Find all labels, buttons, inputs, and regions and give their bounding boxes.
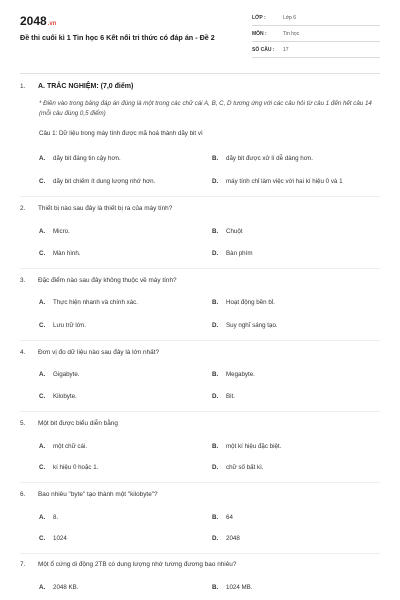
logo-suffix: .vn [47,21,57,27]
option-letter: A. [39,155,46,162]
header [0,0,400,64]
question-number: 2. [20,205,26,212]
option-b[interactable] [212,371,255,378]
header-divider [20,73,380,74]
question-number: 6. [20,491,26,498]
meta-question-count [252,45,380,58]
option-text: 64 [226,514,233,521]
option-b[interactable] [212,299,275,306]
option-letter: C. [39,322,46,329]
logo-text: 2048 [20,14,47,28]
option-letter: D. [212,393,219,400]
option-letter: D. [212,464,219,471]
option-text: máy tính chỉ làm việc với hai kí hiệu 0 và 1 [226,178,343,185]
exam-title: Đề thi cuối kì 1 Tin học 6 Kết nối tri thức có đáp án - Đề 2 [20,33,215,42]
option-text: kí hiệu 0 hoặc 1. [53,464,99,471]
option-c[interactable] [39,464,98,471]
option-text: Kilobyte. [53,393,77,400]
option-text: 2048 [226,535,240,542]
option-text: dãy bit được xử lí dễ dàng hơn. [226,155,313,162]
option-letter: C. [39,178,46,185]
option-letter: C. [39,464,46,471]
option-d[interactable] [212,250,252,257]
option-text: 2048 KB. [53,584,79,591]
option-letter: C. [39,250,46,257]
meta-label: LỚP : [252,15,266,21]
option-a[interactable] [39,584,78,591]
option-text: Megabyte. [226,371,255,378]
option-b[interactable] [212,584,252,591]
option-text: 8. [53,514,59,521]
option-letter: C. [39,393,46,400]
option-a[interactable] [39,299,138,306]
option-text: Chuột [226,228,243,235]
option-letter: D. [212,322,219,329]
question-number: 3. [20,277,26,284]
question-text: Một bit được biểu diễn bằng [38,420,118,427]
option-letter: B. [212,155,219,162]
question-separator [20,482,380,483]
option-a[interactable] [39,155,121,162]
instruction-text: * Điền vào trong bảng đáp án đúng là một trong các chữ cái A, B, C, D tương ứng với các câu hỏi từ câu 1 đến hết câu 14 (mỗi câu đúng 0,5 điểm) [39,100,372,117]
meta-value: 17 [283,47,289,53]
option-text: Lưu trữ lớn. [53,322,86,329]
meta-subject [252,29,380,42]
option-a[interactable] [39,443,87,450]
option-d[interactable] [212,322,278,329]
question-number: 7. [20,561,26,568]
question-separator [20,340,380,341]
option-c[interactable] [39,393,77,400]
question-text: Đặc điểm nào sau đây không thuộc về máy tính? [38,277,177,284]
question-text: Thiết bị nào sau đây là thiết bị ra của máy tính? [38,205,173,212]
option-text: 1024 [53,535,67,542]
option-text: Hoạt động bền bỉ. [226,299,275,306]
option-letter: B. [212,371,219,378]
option-letter: B. [212,443,219,450]
question-number: 4. [20,349,26,356]
option-letter: D. [212,535,219,542]
option-letter: B. [212,514,219,521]
option-d[interactable] [212,535,240,542]
option-text: Micro. [53,228,70,235]
option-text: một chữ cái. [53,443,88,450]
site-logo[interactable] [20,14,56,28]
meta-label: SỐ CÂU : [252,47,275,53]
meta-value: Tin học [283,31,300,37]
option-text: Bàn phím [226,250,253,257]
option-letter: D. [212,178,219,185]
section-title: A. TRẮC NGHIỆM: (7,0 điểm) [38,83,134,90]
question-text: Đơn vị đo dữ liệu nào sau đây là lớn nhất? [38,349,160,356]
option-b[interactable] [212,228,243,235]
option-a[interactable] [39,514,58,521]
subquestion-text: Câu 1: Dữ liệu trong máy tính được mã hoá thành dãy bit vì [39,130,203,137]
option-c[interactable] [39,178,155,185]
option-d[interactable] [212,393,235,400]
option-a[interactable] [39,228,70,235]
question-number: 1. [20,83,26,90]
meta-class [252,13,380,26]
question-separator [20,268,380,269]
question-text: Bao nhiêu "byte" tạo thành một "kilobyte"? [38,491,158,498]
option-text: Bit. [226,393,235,400]
option-text: 1024 MB. [226,584,253,591]
question-separator [20,553,380,554]
option-text: Gigabyte. [53,371,80,378]
option-letter: A. [39,584,46,591]
option-letter: A. [39,371,46,378]
option-b[interactable] [212,443,281,450]
option-letter: B. [212,299,219,306]
option-text: một kí hiệu đặc biệt. [226,443,282,450]
option-letter: A. [39,514,46,521]
option-letter: A. [39,228,46,235]
question-separator [20,196,380,197]
option-text: dãy bit đáng tin cậy hơn. [53,155,121,162]
option-letter: B. [212,584,219,591]
option-text: Suy nghĩ sáng tạo. [226,322,278,329]
option-d[interactable] [212,464,264,471]
option-text: Màn hình. [53,250,81,257]
meta-value: Lớp 6 [283,15,297,21]
option-c[interactable] [39,535,67,542]
option-text: Thực hiện nhanh và chính xác. [53,299,138,306]
option-letter: B. [212,228,219,235]
option-b[interactable] [212,155,313,162]
question-text: Một ổ cứng di động 2TB có dung lượng nhớ tương đương bao nhiêu? [38,561,237,568]
option-letter: D. [212,250,219,257]
option-a[interactable] [39,371,79,378]
question-number: 5. [20,420,26,427]
option-text: chữ số bất kì. [226,464,264,471]
question-separator [20,411,380,412]
option-c[interactable] [39,322,86,329]
option-d[interactable] [212,178,343,185]
meta-label: MÔN : [252,31,267,37]
option-letter: A. [39,299,46,306]
option-c[interactable] [39,250,81,257]
option-b[interactable] [212,514,233,521]
option-letter: C. [39,535,46,542]
option-letter: A. [39,443,46,450]
option-text: dãy bit chiếm ít dung lượng nhớ hơn. [53,178,156,185]
